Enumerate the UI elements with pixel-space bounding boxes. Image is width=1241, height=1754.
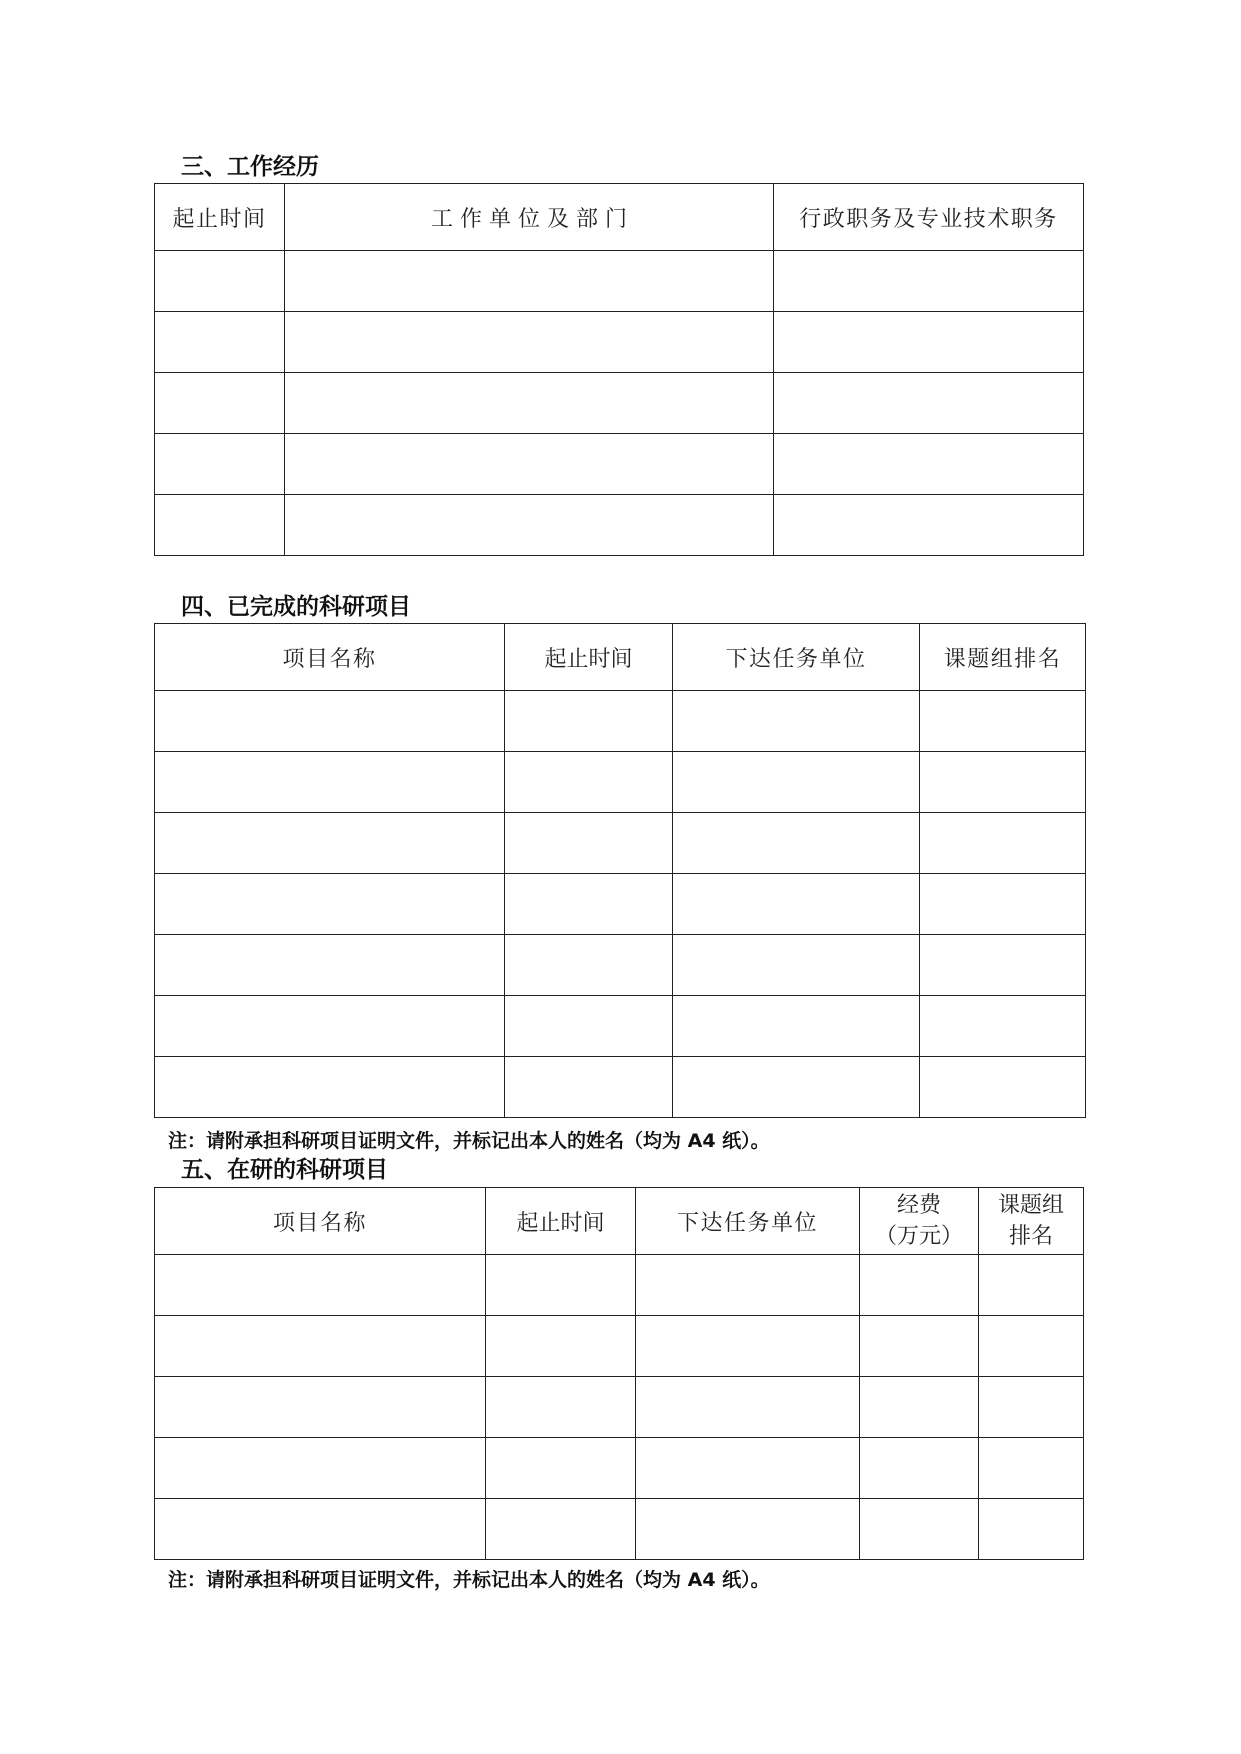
assigning-unit-cell[interactable] (673, 813, 920, 874)
position-cell[interactable] (774, 373, 1084, 434)
section-4-title: 四、已完成的科研项目 (181, 594, 411, 620)
header-funding (860, 1188, 979, 1255)
project-name-cell[interactable] (155, 1316, 486, 1377)
project-name-cell[interactable] (155, 874, 505, 935)
table-row (155, 691, 1086, 752)
project-name-cell[interactable] (155, 691, 505, 752)
table-row (155, 874, 1086, 935)
employer-cell[interactable] (285, 312, 774, 373)
period-cell[interactable] (486, 1255, 636, 1316)
period-cell[interactable] (155, 434, 285, 495)
table-header-row (155, 1188, 1084, 1255)
header-period: 起止时间 (486, 1188, 636, 1255)
assigning-unit-cell[interactable] (673, 1057, 920, 1118)
table-row (155, 752, 1086, 813)
funding-cell[interactable] (860, 1316, 979, 1377)
ongoing-projects-table (154, 1187, 1084, 1560)
header-team-rank-line1: 课题组 (997, 1193, 1064, 1218)
table-row (155, 251, 1084, 312)
assigning-unit-cell[interactable] (673, 752, 920, 813)
team-rank-cell[interactable] (979, 1438, 1084, 1499)
table-row (155, 495, 1084, 556)
header-funding-unit: （万元） (874, 1224, 963, 1249)
team-rank-cell[interactable] (920, 752, 1086, 813)
section-3-title: 三、工作经历 (181, 154, 319, 180)
period-cell[interactable] (505, 1057, 673, 1118)
assigning-unit-cell[interactable] (673, 874, 920, 935)
funding-cell[interactable] (860, 1499, 979, 1560)
table-header-row (155, 624, 1086, 691)
team-rank-cell[interactable] (979, 1255, 1084, 1316)
funding-cell[interactable] (860, 1255, 979, 1316)
table-row (155, 1499, 1084, 1560)
header-project-name: 项目名称 (155, 1188, 486, 1255)
project-name-cell[interactable] (155, 752, 505, 813)
position-cell[interactable] (774, 251, 1084, 312)
header-period: 起止时间 (155, 184, 285, 251)
table-row (155, 813, 1086, 874)
project-name-cell[interactable] (155, 1377, 486, 1438)
employer-cell[interactable] (285, 434, 774, 495)
team-rank-cell[interactable] (979, 1377, 1084, 1438)
employer-cell[interactable] (285, 373, 774, 434)
period-cell[interactable] (155, 312, 285, 373)
period-cell[interactable] (505, 752, 673, 813)
project-name-cell[interactable] (155, 1438, 486, 1499)
work-history-table (154, 183, 1084, 556)
team-rank-cell[interactable] (920, 691, 1086, 752)
period-cell[interactable] (505, 691, 673, 752)
project-name-cell[interactable] (155, 813, 505, 874)
funding-cell[interactable] (860, 1377, 979, 1438)
assigning-unit-cell[interactable] (673, 996, 920, 1057)
period-cell[interactable] (505, 813, 673, 874)
header-assigning-unit: 下达任务单位 (673, 624, 920, 691)
period-cell[interactable] (155, 495, 285, 556)
header-team-rank: 课题组排名 (920, 624, 1086, 691)
assigning-unit-cell[interactable] (636, 1255, 860, 1316)
assigning-unit-cell[interactable] (636, 1438, 860, 1499)
period-cell[interactable] (486, 1316, 636, 1377)
period-cell[interactable] (486, 1499, 636, 1560)
period-cell[interactable] (505, 935, 673, 996)
table-row (155, 312, 1084, 373)
period-cell[interactable] (155, 251, 285, 312)
table-row (155, 935, 1086, 996)
period-cell[interactable] (505, 874, 673, 935)
team-rank-cell[interactable] (920, 874, 1086, 935)
assigning-unit-cell[interactable] (636, 1499, 860, 1560)
table-header-row (155, 184, 1084, 251)
period-cell[interactable] (155, 373, 285, 434)
assigning-unit-cell[interactable] (673, 935, 920, 996)
position-cell[interactable] (774, 312, 1084, 373)
header-project-name: 项目名称 (155, 624, 505, 691)
assigning-unit-cell[interactable] (636, 1316, 860, 1377)
header-position-title: 行政职务及专业技术职务 (774, 184, 1084, 251)
project-name-cell[interactable] (155, 1057, 505, 1118)
employer-cell[interactable] (285, 251, 774, 312)
table-row (155, 434, 1084, 495)
period-cell[interactable] (505, 996, 673, 1057)
table-row (155, 373, 1084, 434)
funding-cell[interactable] (860, 1438, 979, 1499)
header-period: 起止时间 (505, 624, 673, 691)
table-row (155, 1057, 1086, 1118)
team-rank-cell[interactable] (920, 935, 1086, 996)
header-assigning-unit: 下达任务单位 (636, 1188, 860, 1255)
completed-projects-table (154, 623, 1086, 1118)
team-rank-cell[interactable] (979, 1316, 1084, 1377)
project-name-cell[interactable] (155, 935, 505, 996)
header-team-rank (979, 1188, 1084, 1255)
team-rank-cell[interactable] (920, 813, 1086, 874)
team-rank-cell[interactable] (920, 996, 1086, 1057)
header-team-rank-line2: 排名 (1008, 1224, 1053, 1249)
table-row (155, 1377, 1084, 1438)
section-5-title: 五、在研的科研项目 (181, 1157, 388, 1183)
section-4-note: 注：请附承担科研项目证明文件，并标记出本人的姓名（均为 A4 纸）。 (168, 1130, 770, 1152)
header-funding-label: 经费 (896, 1193, 941, 1218)
table-row (155, 1438, 1084, 1499)
project-name-cell[interactable] (155, 1255, 486, 1316)
assigning-unit-cell[interactable] (673, 691, 920, 752)
table-row (155, 1316, 1084, 1377)
section-5-note: 注：请附承担科研项目证明文件，并标记出本人的姓名（均为 A4 纸）。 (168, 1569, 770, 1591)
project-name-cell[interactable] (155, 996, 505, 1057)
assigning-unit-cell[interactable] (636, 1377, 860, 1438)
team-rank-cell[interactable] (979, 1499, 1084, 1560)
team-rank-cell[interactable] (920, 1057, 1086, 1118)
employer-cell[interactable] (285, 495, 774, 556)
period-cell[interactable] (486, 1377, 636, 1438)
position-cell[interactable] (774, 495, 1084, 556)
table-row (155, 1255, 1084, 1316)
position-cell[interactable] (774, 434, 1084, 495)
project-name-cell[interactable] (155, 1499, 486, 1560)
header-employer-department: 工 作 单 位 及 部 门 (285, 184, 774, 251)
period-cell[interactable] (486, 1438, 636, 1499)
table-row (155, 996, 1086, 1057)
